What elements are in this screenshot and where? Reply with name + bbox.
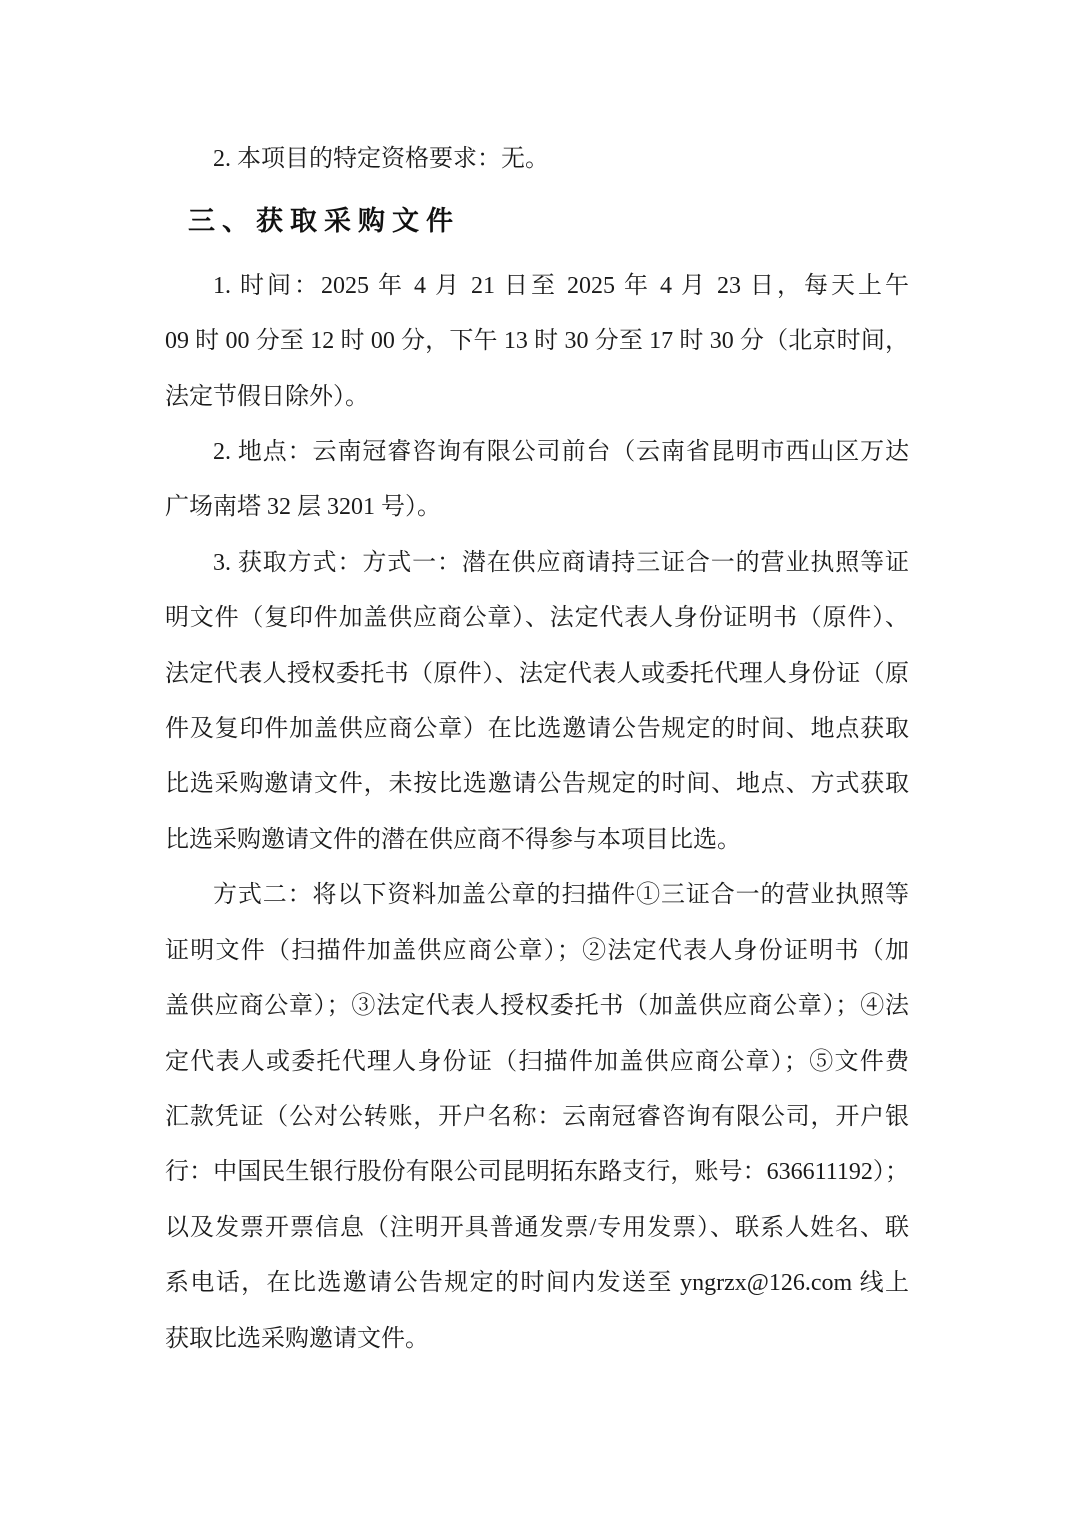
paragraph-obtain-location [165, 425, 909, 536]
text-line: 2. 本项目的特定资格要求：无。 [213, 146, 549, 172]
text-line: 汇款凭证（公对公转账，开户名称：云南冠睿咨询有限公司，开户银 [165, 1103, 909, 1130]
text-line: 1. 时间：2025 年 4 月 21 日至 2025 年 4 月 23 日，每天上午 [213, 272, 909, 299]
paragraph-obtain-method-two [165, 868, 909, 1367]
text-line: 件及复印件加盖供应商公章）在比选邀请公告规定的时间、地点获取 [165, 716, 909, 743]
text-line: 2. 地点：云南冠睿咨询有限公司前台（云南省昆明市西山区万达 [213, 439, 909, 466]
text-line: 比选采购邀请文件的潜在供应商不得参与本项目比选。 [165, 826, 741, 853]
text-line: 比选采购邀请文件，未按比选邀请公告规定的时间、地点、方式获取 [165, 771, 909, 798]
section-heading-obtain-procurement-documents: 三、获取采购文件 [188, 206, 460, 237]
paragraph-obtain-time [165, 259, 909, 425]
text-line: 3. 获取方式：方式一：潜在供应商请持三证合一的营业执照等证 [213, 549, 909, 576]
text-line: 获取比选采购邀请文件。 [165, 1325, 429, 1352]
text-line: 系电话，在比选邀请公告规定的时间内发送至 yngrzx@126.com 线上 [165, 1270, 909, 1297]
paragraph-obtain-method-one [165, 536, 909, 868]
text-line: 盖供应商公章）；③法定代表人授权委托书（加盖供应商公章）；④法 [165, 993, 909, 1020]
text-line: 方式二：将以下资料加盖公章的扫描件①三证合一的营业执照等 [213, 882, 909, 909]
text-line: 明文件（复印件加盖供应商公章）、法定代表人身份证明书（原件）、 [165, 605, 909, 632]
text-line: 行：中国民生银行股份有限公司昆明拓东路支行，账号：636611192）； [165, 1159, 909, 1186]
text-line: 法定节假日除外）。 [165, 383, 369, 410]
paragraph-specific-qualification [165, 132, 909, 187]
text-line: 广场南塔 32 层 3201 号）。 [165, 494, 441, 521]
text-line: 法定代表人授权委托书（原件）、法定代表人或委托代理人身份证（原 [165, 660, 909, 687]
text-line: 09 时 00 分至 12 时 00 分，下午 13 时 30 分至 17 时 30 分（北京时间， [165, 328, 909, 355]
text-line: 证明文件（扫描件加盖供应商公章）；②法定代表人身份证明书（加 [165, 937, 909, 964]
text-line: 定代表人或委托代理人身份证（扫描件加盖供应商公章）；⑤文件费 [165, 1048, 909, 1075]
text-line: 以及发票开票信息（注明开具普通发票/专用发票）、联系人姓名、联 [165, 1214, 909, 1241]
